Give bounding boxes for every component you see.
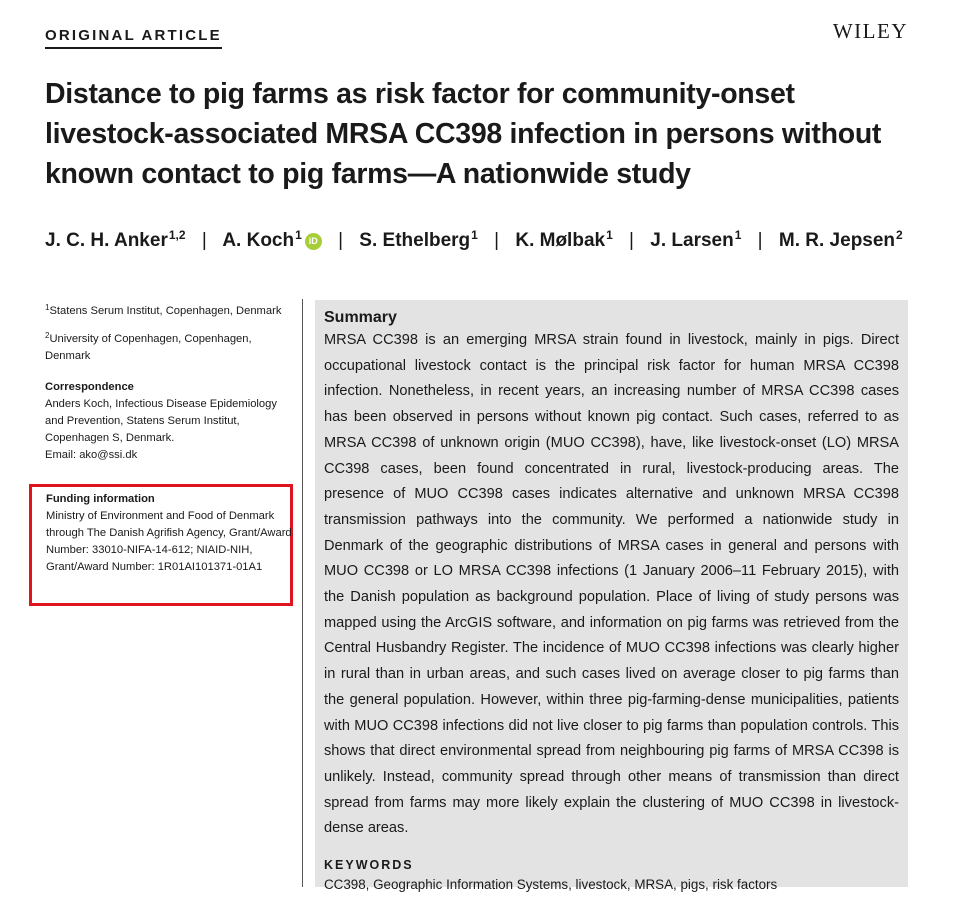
author-name[interactable]: A. Koch: [222, 230, 295, 251]
affiliation-1: [45, 299, 295, 320]
summary-heading: Summary: [324, 309, 397, 326]
author-name[interactable]: S. Ethelberg: [359, 230, 471, 251]
correspondence-heading: Correspondence: [45, 381, 134, 393]
funding-information: [46, 491, 294, 576]
author-separator: |: [757, 230, 763, 251]
author-affiliation-sup: 1: [471, 228, 478, 242]
affiliation-2: [45, 327, 295, 365]
author-affiliation-sup: 1: [734, 228, 742, 242]
author-affiliation-sup: 2: [896, 228, 903, 242]
article-type-label: ORIGINAL ARTICLE: [45, 27, 222, 49]
article-title: Distance to pig farms as risk factor for community-onset livestock-associated MRSA CC398 infection in persons without known contact to pig farms—A nationwide study: [45, 78, 882, 190]
author-name[interactable]: J. Larsen: [650, 230, 734, 251]
author-list: [45, 228, 925, 252]
correspondence-email[interactable]: Email: ako@ssi.dk: [45, 449, 138, 461]
summary-text: MRSA CC398 is an emerging MRSA strain found in livestock, mainly in pigs. Direct occupational livestock contact is the principal risk factor for human MRSA CC398 infection. Nonetheless, in recent years, an increasing number of MRSA CC398 cases has been observed in persons without known pig contact. Such cases, referred to as MRSA CC398 of unknown origin (MUO CC398), have, like livestock-onset (LO) MRSA CC398 cases, been found concentrated in rural, livestock-producing areas. The presence of MUO CC398 cases indicates alternative and unknown MRSA CC398 transmission pathways into the community. We performed a nationwide study in Denmark of the geographic distributions of MRSA cases in general and persons with MUO CC398 or LO MRSA CC398 infections (1 January 2006–11 February 2015), with the Danish population as background population. Place of living of study persons was mapped using the ArcGIS software, and information on pig farms was retrieved from the Central Husbandry Register. The incidence of MUO CC398 infections was clearly higher in rural than in urban areas, and such cases lived on average closer to pig farms than the general population. However, within three pig-farming-dense municipalities, patients with MUO CC398 infections did not live closer to pig farms than population controls. This shows that direct environmental spread from neighbouring pig farms of MRSA CC398 is unlikely. Instead, community spread through other means of transmission than direct spread from farms may more likely explain the clustering of MUO CC398 in livestock-dense areas.: [324, 332, 899, 837]
orcid-icon[interactable]: iD: [305, 233, 322, 250]
author-affiliation-sup: 1,2: [168, 228, 186, 242]
author-separator: |: [494, 230, 500, 251]
keywords-list: CC398, Geographic Information Systems, livestock, MRSA, pigs, risk factors: [324, 877, 778, 893]
publisher-logo: WILEY: [832, 19, 908, 43]
article-sidebar: [45, 299, 295, 464]
author-separator: |: [338, 230, 344, 251]
author-affiliation-sup: 1: [295, 228, 302, 242]
correspondence-text: Anders Koch, Infectious Disease Epidemiology and Prevention, Statens Serum Institut, Copenhagen S, Denmark.: [45, 398, 277, 444]
author-name[interactable]: M. R. Jepsen: [778, 230, 896, 251]
funding-heading: Funding information: [46, 493, 155, 505]
affiliation-number: 1: [45, 303, 50, 312]
author-separator: |: [629, 230, 634, 251]
summary-panel: [315, 300, 908, 893]
column-divider: [302, 299, 303, 887]
keywords-heading: KEYWORDS: [324, 858, 414, 873]
affiliation-text: University of Copenhagen, Copenhagen, Denmark: [45, 333, 252, 362]
author-affiliation-sup: 1: [606, 228, 613, 242]
author-name[interactable]: J. C. H. Anker: [45, 230, 168, 251]
author-name[interactable]: K. Mølbak: [515, 230, 606, 251]
author-separator: |: [201, 230, 207, 251]
funding-text: Ministry of Environment and Food of Denmark through The Danish Agrifish Agency, Grant/Award Number: 33010-NIFA-14-612; NIAID-NIH, Grant/Award Number: 1R01AI101371-01A1: [46, 510, 292, 573]
affiliation-text: Statens Serum Institut, Copenhagen, Denmark: [49, 305, 282, 317]
affiliation-number: 2: [45, 331, 50, 340]
